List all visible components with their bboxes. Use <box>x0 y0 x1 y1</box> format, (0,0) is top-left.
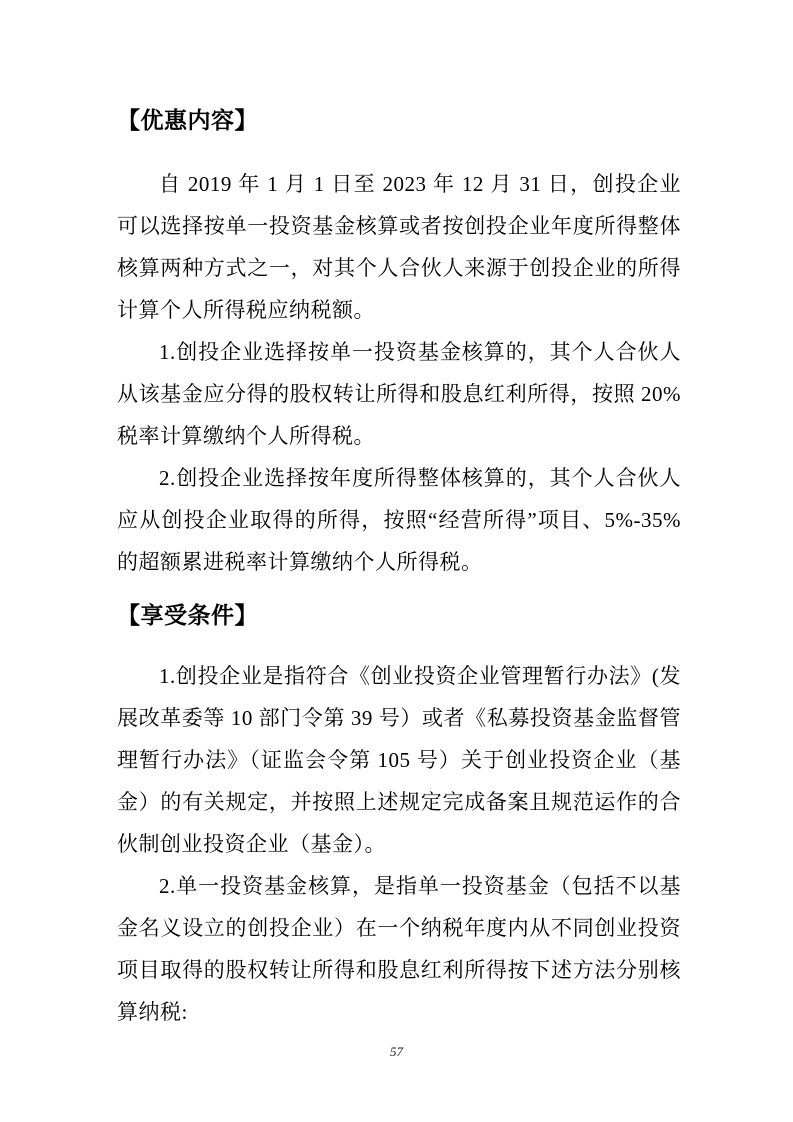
paragraph: 2.单一投资基金核算，是指单一投资基金（包括不以基金名义设立的创投企业）在一个纳税年度内从不同创业投资项目取得的股权转让所得和股息红利所得按下述方法分别核算纳税: <box>117 874 681 1024</box>
page-number: 57 <box>390 1044 403 1059</box>
paragraph: 1.创投企业是指符合《创业投资企业管理暂行办法》(发展改革委等 10 部门令第 39 号）或者《私募投资基金监督管理暂行办法》（证监会令第 105 号）关于创业投资企业（基金）的有关规定，并按照上述规定完成备案且规范运作的合伙制创业投资企业（基金）。 <box>117 664 681 856</box>
paragraph: 1.创投企业选择按单一投资基金核算的，其个人合伙人从该基金应分得的股权转让所得和股息红利所得，按照 20%税率计算缴纳个人所得税。 <box>117 340 681 448</box>
paragraph: 自 2019 年 1 月 1 日至 2023 年 12 月 31 日，创投企业可以选择按单一投资基金核算或者按创投企业年度所得整体核算两种方式之一，对其个人合伙人来源于创投企业的所得计算个人所得税应纳税额。 <box>117 172 681 322</box>
section-heading: 【享受条件】 <box>117 603 258 628</box>
paragraph: 2.创投企业选择按年度所得整体核算的，其个人合伙人应从创投企业取得的所得，按照“经营所得”项目、5%-35%的超额累进税率计算缴纳个人所得税。 <box>117 466 681 574</box>
section-preferential-content <box>117 100 681 583</box>
section-heading: 【优惠内容】 <box>117 108 258 133</box>
section-eligibility-conditions <box>117 595 681 1033</box>
